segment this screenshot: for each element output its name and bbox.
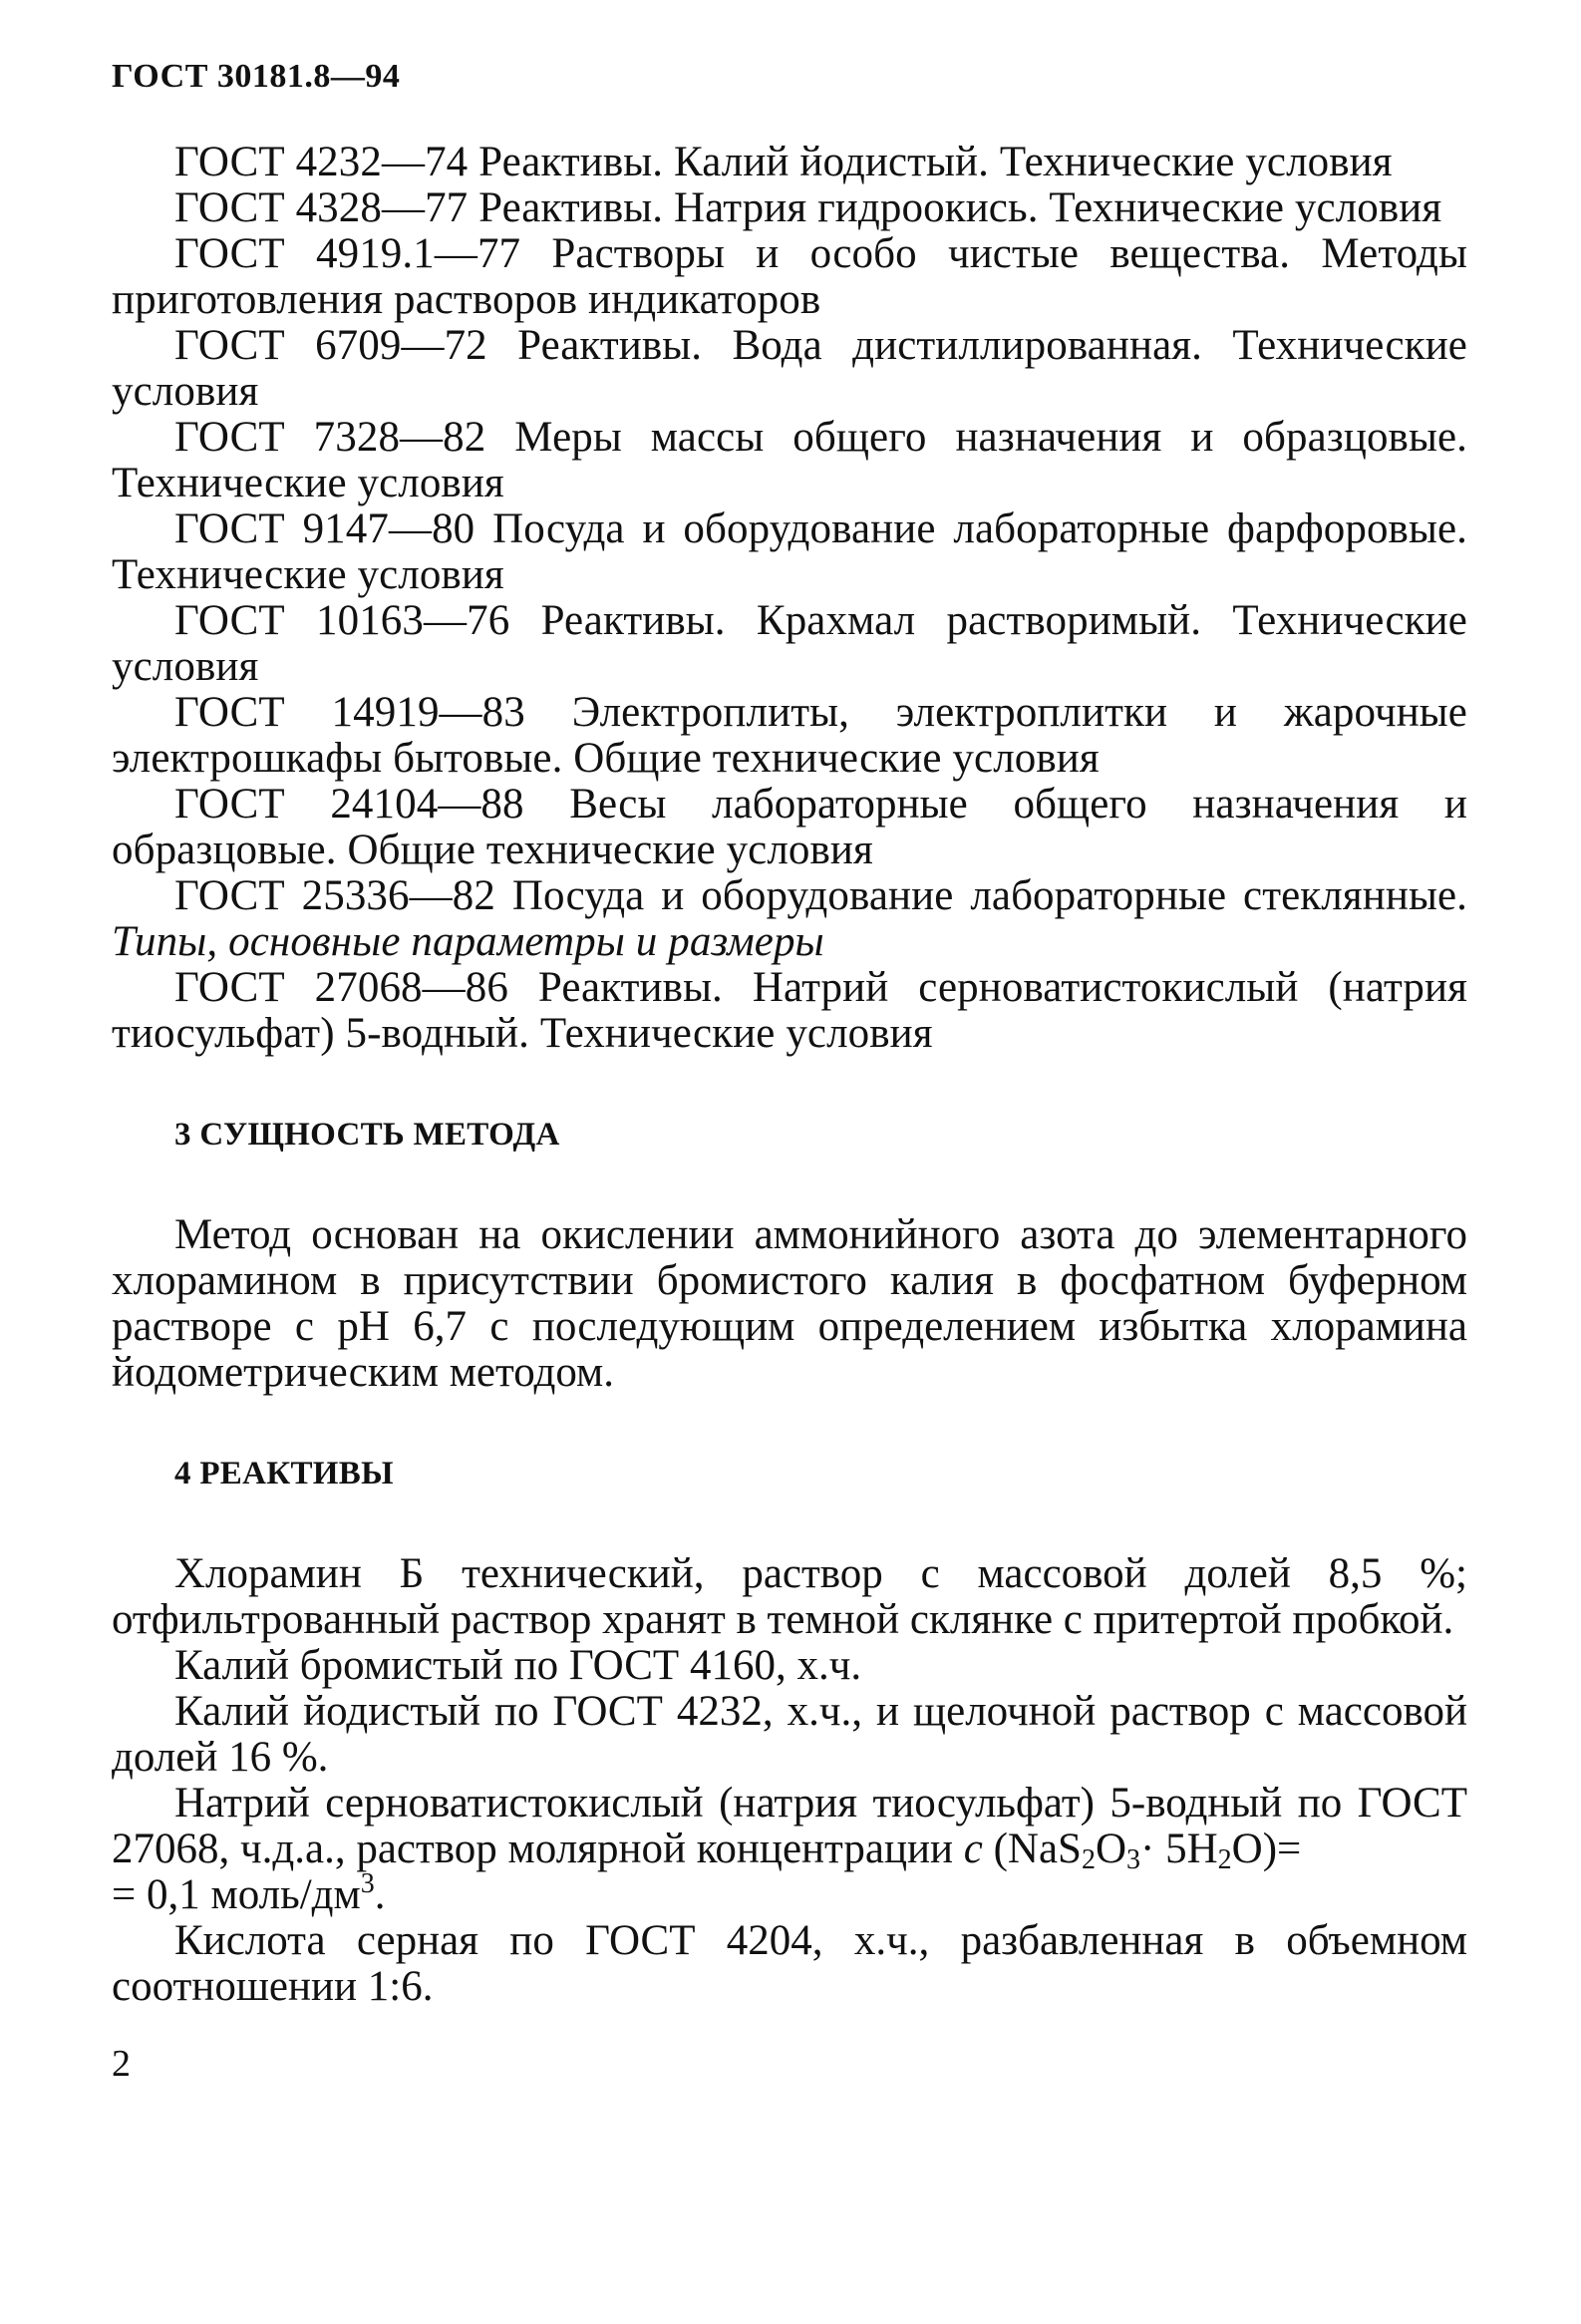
reference-code: ГОСТ 6709—72 (174, 322, 487, 369)
reference-code: ГОСТ 14919—83 (174, 689, 525, 736)
formula-subscript: 2 (1081, 1844, 1096, 1875)
reference-item (112, 415, 1467, 506)
reference-text: Растворы и особо чистые вещества. Методы приготовления растворов индикаторов (112, 230, 1467, 323)
reagent-paragraph-formula (112, 1781, 1467, 1918)
document-header: ГОСТ 30181.8—94 (112, 58, 401, 95)
reference-item (112, 140, 1467, 185)
formula-part: (NaS (993, 1826, 1082, 1872)
formula-tail: = 0,1 моль/дм (112, 1871, 361, 1918)
reference-text: Посуда и оборудование лабораторные стеклянные. (511, 872, 1467, 919)
reference-code: ГОСТ 4232—74 (174, 139, 469, 185)
reference-text: Реактивы. Натрий серноватистокислый (натрия тиосульфат) 5-водный. Технические условия (112, 964, 1467, 1057)
reference-text: Посуда и оборудование лабораторные фарфоровые. Технические условия (112, 505, 1467, 598)
reference-item (112, 782, 1467, 873)
reference-text-italic: Типы, основные параметры и размеры (112, 918, 824, 965)
page-number: 2 (112, 2043, 131, 2085)
reference-code: ГОСТ 25336—82 (174, 872, 495, 919)
reference-item (112, 185, 1467, 231)
reference-text: Реактивы. Калий йодистый. Технические условия (478, 139, 1393, 185)
formula-lead-text: Натрий серноватистокислый (натрия тиосульфат) 5-водный по ГОСТ 27068, ч.д.а., раствор молярной концентрации (112, 1780, 1467, 1872)
reference-code: ГОСТ 9147—80 (174, 505, 475, 552)
formula-part: O)= (1231, 1826, 1302, 1872)
formula-end: . (374, 1871, 386, 1918)
reference-item (112, 965, 1467, 1057)
formula-part: O (1095, 1826, 1127, 1872)
reference-code: ГОСТ 10163—76 (174, 597, 510, 644)
reference-text: Реактивы. Вода дистиллированная. Технические условия (112, 322, 1467, 415)
reference-text: Электроплиты, электроплитки и жарочные электрошкафы бытовые. Общие технические условия (112, 689, 1467, 782)
references-list (112, 140, 1467, 1057)
formula-variable: c (963, 1826, 983, 1872)
reference-text: Реактивы. Натрия гидроокись. Технические условия (478, 184, 1442, 231)
formula-subscript: 2 (1217, 1844, 1232, 1875)
section-3-paragraph: Метод основан на окислении аммонийного азота до элементарного хлорамином в присутствии бромистого калия в фосфатном буферном растворе с pH 6,7 с последующим определением избытка хлорамина йодометрическим методом. (112, 1211, 1467, 1396)
reference-text: Меры массы общего назначения и образцовые. Технические условия (112, 414, 1467, 506)
reference-item (112, 598, 1467, 690)
reference-item (112, 873, 1467, 965)
document-body (112, 140, 1467, 2010)
reference-text: Весы лабораторные общего назначения и образцовые. Общие технические условия (112, 781, 1467, 873)
reference-item (112, 323, 1467, 415)
section-4-title: 4 РЕАКТИВЫ (174, 1456, 394, 1492)
reference-code: ГОСТ 7328—82 (174, 414, 486, 461)
reference-text: Реактивы. Крахмал растворимый. Технические условия (112, 597, 1467, 690)
reagent-paragraph: Калий йодистый по ГОСТ 4232, х.ч., и щелочной раствор с массовой долей 16 %. (112, 1688, 1467, 1781)
reagent-paragraph: Хлорамин Б технический, раствор с массовой долей 8,5 %; отфильтрованный раствор хранят в темной склянке с притертой пробкой. (112, 1550, 1467, 1643)
reference-code: ГОСТ 24104—88 (174, 781, 524, 828)
formula-subscript: 3 (1126, 1844, 1141, 1875)
reference-code: ГОСТ 4328—77 (174, 184, 469, 231)
reference-code: ГОСТ 27068—86 (174, 964, 508, 1011)
reagent-paragraph: Калий бромистый по ГОСТ 4160, х.ч. (174, 1642, 862, 1689)
reference-item (112, 506, 1467, 598)
reference-code: ГОСТ 4919.1—77 (174, 230, 521, 277)
reagent-paragraph: Кислота серная по ГОСТ 4204, х.ч., разбавленная в объемном соотношении 1:6. (112, 1917, 1467, 2010)
formula-superscript: 3 (360, 1868, 375, 1899)
formula-part: · 5H (1140, 1826, 1218, 1872)
reference-item (112, 231, 1467, 323)
section-3-title: 3 СУЩНОСТЬ МЕТОДА (174, 1117, 560, 1153)
reference-item (112, 690, 1467, 782)
